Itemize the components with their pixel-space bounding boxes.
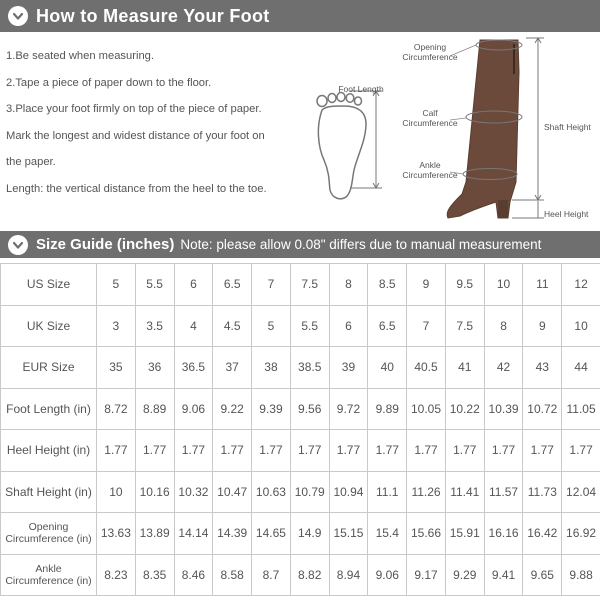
table-cell: 37 — [213, 347, 252, 389]
table-cell: 15.91 — [445, 513, 484, 555]
table-cell: 8.82 — [290, 554, 329, 596]
instruction-line: 2.Tape a piece of paper down to the floor. — [6, 76, 212, 89]
table-cell: 14.39 — [213, 513, 252, 555]
table-cell: 1.77 — [368, 430, 407, 472]
table-cell: 1.77 — [174, 430, 213, 472]
instruction-line: 3.Place your foot firmly on top of the piece of paper. — [6, 103, 262, 115]
table-cell: 10 — [562, 305, 600, 347]
table-cell: 6.5 — [368, 305, 407, 347]
table-cell: 11.73 — [523, 471, 562, 513]
table-cell: 9.06 — [368, 554, 407, 596]
table-cell: 7.5 — [445, 305, 484, 347]
table-cell: 10.39 — [484, 388, 523, 430]
table-cell: 8.72 — [97, 388, 136, 430]
table-cell: 7.5 — [290, 264, 329, 306]
table-row — [1, 388, 600, 430]
row-label: Shaft Height (in) — [1, 471, 97, 513]
table-cell: 8.89 — [135, 388, 174, 430]
boot-icon — [447, 40, 519, 218]
table-cell: 36.5 — [174, 347, 213, 389]
table-cell: 10.16 — [135, 471, 174, 513]
table-cell: 5.5 — [135, 264, 174, 306]
table-cell: 9 — [407, 264, 446, 306]
table-cell: 9.39 — [252, 388, 291, 430]
table-cell: 14.14 — [174, 513, 213, 555]
table-cell: 3.5 — [135, 305, 174, 347]
table-cell: 4 — [174, 305, 213, 347]
table-cell: 10.32 — [174, 471, 213, 513]
table-cell: 38.5 — [290, 347, 329, 389]
ankle-circumference-label: Ankle Circumference — [402, 160, 458, 180]
table-cell: 40.5 — [407, 347, 446, 389]
table-cell: 15.15 — [329, 513, 368, 555]
table-cell: 10.63 — [252, 471, 291, 513]
row-label: UK Size — [1, 305, 97, 347]
table-cell: 10 — [97, 471, 136, 513]
table-cell: 9.17 — [407, 554, 446, 596]
table-cell: 1.77 — [407, 430, 446, 472]
table-cell: 9.56 — [290, 388, 329, 430]
table-cell: 10.94 — [329, 471, 368, 513]
table-cell: 5 — [252, 305, 291, 347]
chevron-down-icon — [8, 6, 28, 26]
table-cell: 9.72 — [329, 388, 368, 430]
table-row — [1, 430, 600, 472]
table-cell: 43 — [523, 347, 562, 389]
table-cell: 42 — [484, 347, 523, 389]
table-cell: 9.22 — [213, 388, 252, 430]
table-cell: 12.04 — [562, 471, 600, 513]
table-cell: 44 — [562, 347, 600, 389]
chevron-down-icon — [8, 235, 28, 255]
table-cell: 35 — [97, 347, 136, 389]
measure-instructions — [6, 48, 298, 207]
table-row — [1, 513, 600, 555]
row-label: US Size — [1, 264, 97, 306]
table-cell: 9.89 — [368, 388, 407, 430]
instruction-line: Length: the vertical distance from the heel to the toe. — [6, 182, 267, 195]
table-cell: 9.41 — [484, 554, 523, 596]
table-cell: 11.41 — [445, 471, 484, 513]
instruction-line: the paper. — [6, 156, 56, 168]
table-cell: 8.94 — [329, 554, 368, 596]
measurement-diagram — [300, 32, 600, 231]
table-cell: 8.35 — [135, 554, 174, 596]
table-cell: 1.77 — [213, 430, 252, 472]
table-cell: 8 — [329, 264, 368, 306]
table-cell: 16.16 — [484, 513, 523, 555]
table-cell: 7 — [407, 305, 446, 347]
table-cell: 9.5 — [445, 264, 484, 306]
table-cell: 11.1 — [368, 471, 407, 513]
table-cell: 8 — [484, 305, 523, 347]
table-cell: 6 — [329, 305, 368, 347]
table-cell: 10 — [484, 264, 523, 306]
table-cell: 1.77 — [445, 430, 484, 472]
instruction-line: Mark the longest and widest distance of your foot on — [6, 129, 265, 142]
table-cell: 1.77 — [97, 430, 136, 472]
table-cell: 14.65 — [252, 513, 291, 555]
table-cell: 39 — [329, 347, 368, 389]
table-cell: 6.5 — [213, 264, 252, 306]
table-cell: 9.06 — [174, 388, 213, 430]
shaft-height-label: Shaft Height — [544, 122, 591, 132]
table-cell: 10.47 — [213, 471, 252, 513]
calf-circumference-label: Calf Circumference — [402, 108, 458, 128]
table-cell: 10.79 — [290, 471, 329, 513]
instruction-line: 1.Be seated when measuring. — [6, 50, 155, 62]
table-cell: 11.05 — [562, 388, 600, 430]
table-cell: 1.77 — [252, 430, 291, 472]
table-cell: 1.77 — [523, 430, 562, 472]
row-label: EUR Size — [1, 347, 97, 389]
table-cell: 1.77 — [329, 430, 368, 472]
table-cell: 1.77 — [135, 430, 174, 472]
table-cell: 16.92 — [562, 513, 600, 555]
table-cell: 1.77 — [290, 430, 329, 472]
table-cell: 36 — [135, 347, 174, 389]
table-cell: 13.89 — [135, 513, 174, 555]
table-cell: 1.77 — [484, 430, 523, 472]
foot-length-label: Foot Length — [338, 84, 384, 94]
table-cell: 9 — [523, 305, 562, 347]
table-row — [1, 347, 600, 389]
table-cell: 11.26 — [407, 471, 446, 513]
table-cell: 4.5 — [213, 305, 252, 347]
heel-height-label: Heel Height — [544, 209, 589, 219]
table-cell: 11 — [523, 264, 562, 306]
table-cell: 3 — [97, 305, 136, 347]
table-cell: 10.22 — [445, 388, 484, 430]
table-cell: 41 — [445, 347, 484, 389]
table-cell: 6 — [174, 264, 213, 306]
size-table — [0, 263, 600, 596]
table-cell: 12 — [562, 264, 600, 306]
table-cell: 9.29 — [445, 554, 484, 596]
measure-title: How to Measure Your Foot — [36, 5, 270, 26]
size-guide-title: Size Guide (inches) — [36, 236, 175, 253]
table-cell: 14.9 — [290, 513, 329, 555]
table-cell: 15.4 — [368, 513, 407, 555]
table-cell: 8.58 — [213, 554, 252, 596]
foot-outline-icon — [317, 93, 366, 199]
row-label: Opening Circumference (in) — [1, 513, 97, 555]
table-cell: 9.65 — [523, 554, 562, 596]
size-guide-note: Note: please allow 0.08" differs due to manual measurement — [180, 237, 542, 252]
table-row — [1, 554, 600, 596]
row-label: Ankle Circumference (in) — [1, 554, 97, 596]
table-cell: 8.5 — [368, 264, 407, 306]
table-cell: 8.23 — [97, 554, 136, 596]
opening-circumference-label: Opening Circumference — [402, 42, 458, 62]
table-cell: 5.5 — [290, 305, 329, 347]
table-cell: 8.7 — [252, 554, 291, 596]
table-cell: 11.57 — [484, 471, 523, 513]
table-row — [1, 305, 600, 347]
table-cell: 1.77 — [562, 430, 600, 472]
table-cell: 5 — [97, 264, 136, 306]
table-cell: 10.05 — [407, 388, 446, 430]
table-cell: 16.42 — [523, 513, 562, 555]
table-cell: 40 — [368, 347, 407, 389]
table-cell: 13.63 — [97, 513, 136, 555]
table-cell: 15.66 — [407, 513, 446, 555]
table-row — [1, 471, 600, 513]
table-cell: 8.46 — [174, 554, 213, 596]
size-guide-banner — [0, 231, 600, 258]
table-cell: 38 — [252, 347, 291, 389]
row-label: Foot Length (in) — [1, 388, 97, 430]
table-cell: 9.88 — [562, 554, 600, 596]
table-cell: 7 — [252, 264, 291, 306]
row-label: Heel Height (in) — [1, 430, 97, 472]
measure-header-banner — [0, 0, 600, 32]
table-cell: 10.72 — [523, 388, 562, 430]
table-row — [1, 264, 600, 306]
